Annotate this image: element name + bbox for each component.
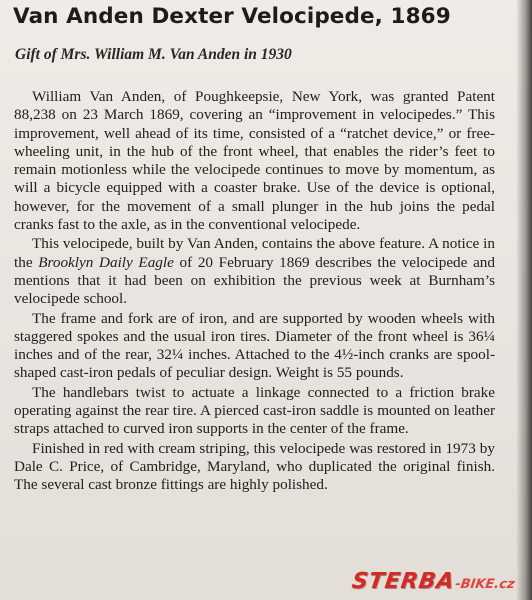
paragraph-notice-lead: This velocipede, built by Van Anden, contains the above feature. A notice in the [14, 235, 495, 271]
watermark-main: STERBA [350, 569, 457, 594]
paragraph-notice [14, 235, 495, 308]
document-title: Van Anden Dexter Velocipede, 1869 [13, 4, 451, 29]
paragraph-notice-rest: of 20 February 1869 describes the velocipede and mentions that it had been on exhibition the previous week at Burnham’s velocipede school. [14, 253, 495, 308]
page-edge-shadow [516, 0, 532, 600]
paragraph-patent: William Van Anden, of Poughkeepsie, New York, was granted Patent 88,238 on 23 March 1869, covering an “improvement in velocipedes.” This improvement, well ahead of its time, consisted of a “ratchet device,” or free-wheeling unit, in the hub of the front wheel, that enables the rider’s feet to remain motionless while the velocipede continues to move by momentum, as will a bicycle equipped with a coaster brake. Use of the device is optional, however, for the movement of a small plunger in the hub joins the pedal cranks fast to the axle, as in the conventional velocipede. [14, 88, 495, 234]
paragraph-frame: The frame and fork are of iron, and are supported by wooden wheels with staggered spokes and the usual iron tires. Diameter of the front wheel is 36¼ inches and of the rear, 32¼ inches. Attached to the 4½-inch cranks are spool-shaped cast-iron pedals of peculiar design. Weight is 55 pounds. [14, 309, 495, 382]
document-body [14, 88, 495, 496]
newspaper-title: Brooklyn Daily Eagle [38, 253, 174, 271]
document-subtitle: Gift of Mrs. William M. Van Anden in 1930 [15, 46, 292, 63]
paragraph-finish: Finished in red with cream striping, this velocipede was restored in 1973 by Dale C. Price, of Cambridge, Maryland, who duplicated the original finish. The several cast bronze fittings are highly polished. [14, 439, 495, 494]
watermark-sub: -BIKE.cz [454, 577, 516, 592]
watermark-logo [350, 569, 516, 594]
paragraph-handlebars: The handlebars twist to actuate a linkage connected to a friction brake operating against the rear tire. A pierced cast-iron saddle is mounted on leather straps attached to curved iron supports in the center of the frame. [14, 383, 495, 438]
